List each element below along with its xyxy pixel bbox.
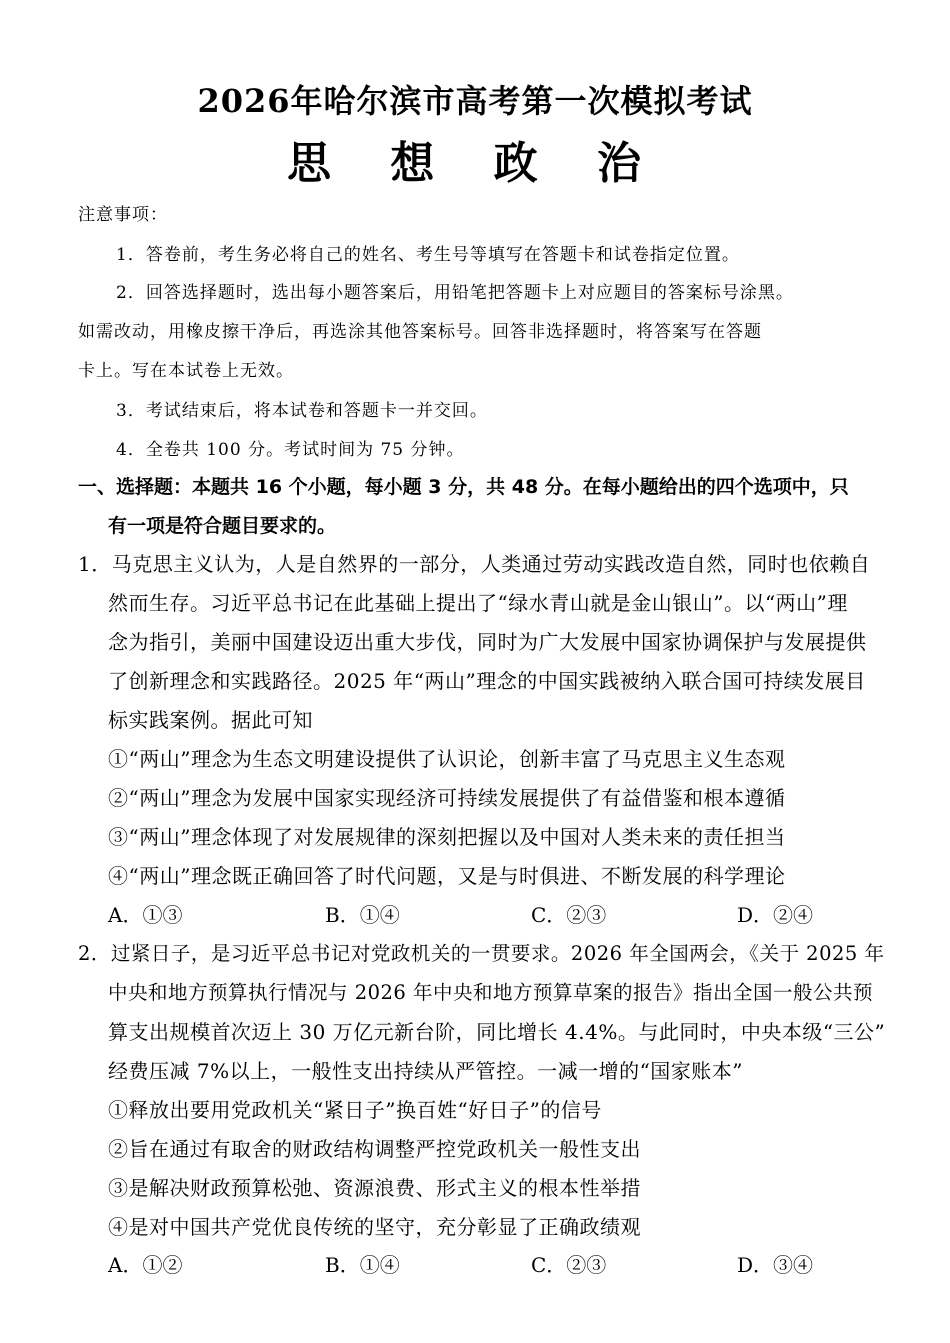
q1-statement-2: ②“两山”理念为发展中国家实现经济可持续发展提供了有益借鉴和根本遵循 bbox=[108, 786, 786, 810]
note-item-4: 4．全卷共 100 分。考试时间为 75 分钟。 bbox=[116, 440, 465, 460]
q2-option-d: D．③④ bbox=[737, 1253, 814, 1277]
section-heading-line-2: 有一项是符合题目要求的。 bbox=[108, 515, 337, 537]
q1-statement-4: ④“两山”理念既正确回答了时代问题，又是与时俱进、不断发展的科学理论 bbox=[108, 864, 786, 888]
q1-stem-line-5: 标实践案例。据此可知 bbox=[108, 708, 313, 732]
q1-option-c: C．②③ bbox=[531, 903, 607, 927]
q2-statement-3: ③是解决财政预算松弛、资源浪费、形式主义的根本性举措 bbox=[108, 1176, 641, 1200]
q2-statement-1: ①释放出要用党政机关“紧日子”换百姓“好日子”的信号 bbox=[108, 1098, 602, 1122]
q2-stem-line-1: 2．过紧日子，是习近平总书记对党政机关的一贯要求。2026 年全国两会，《关于 2025 年 bbox=[78, 942, 885, 965]
note-item-1: 1．答卷前，考生务必将自己的姓名、考生号等填写在答题卡和试卷指定位置。 bbox=[116, 245, 740, 265]
q2-stem-line-4: 经费压减 7%以上，一般性支出持续从严管控。一减一增的“国家账本” bbox=[108, 1059, 744, 1083]
exam-title: 2026年哈尔滨市高考第一次模拟考试 bbox=[197, 82, 753, 120]
q1-option-b: B．①④ bbox=[325, 903, 400, 927]
q2-option-a: A．①② bbox=[108, 1253, 183, 1277]
q2-stem-line-3: 算支出规模首次迈上 30 万亿元新台阶，同比增长 4.4%。与此同时，中央本级“三公” bbox=[108, 1020, 886, 1044]
q2-statement-2: ②旨在通过有取舍的财政结构调整严控党政机关一般性支出 bbox=[108, 1137, 641, 1161]
q1-stem-line-4: 了创新理念和实践路径。2025 年“两山”理念的中国实践被纳入联合国可持续发展目 bbox=[108, 669, 866, 693]
q2-option-c: C．②③ bbox=[531, 1253, 607, 1277]
q2-option-b: B．①④ bbox=[325, 1253, 400, 1277]
note-item-2-line-1: 2．回答选择题时，选出每小题答案后，用铅笔把答题卡上对应题目的答案标号涂黑。 bbox=[116, 283, 794, 303]
q1-stem-line-1: 1．马克思主义认为，人是自然界的一部分，人类通过劳动实践改造自然，同时也依赖自 bbox=[78, 552, 871, 576]
q1-option-a: A．①③ bbox=[108, 903, 183, 927]
q1-stem-line-2: 然而生存。习近平总书记在此基础上提出了“绿水青山就是金山银山”。以“两山”理 bbox=[108, 591, 848, 615]
subject-title: 思 想 政 治 bbox=[287, 138, 663, 189]
q2-stem-line-2: 中央和地方预算执行情况与 2026 年中央和地方预算草案的报告》指出全国一般公共预 bbox=[108, 981, 874, 1004]
q1-option-d: D．②④ bbox=[737, 903, 814, 927]
section-heading-line-1: 一、选择题：本题共 16 个小题，每小题 3 分，共 48 分。在每小题给出的四个选项中，只 bbox=[78, 476, 849, 498]
note-item-2-line-2: 如需改动，用橡皮擦干净后，再选涂其他答案标号。回答非选择题时，将答案写在答题 bbox=[78, 322, 762, 342]
note-item-3: 3．考试结束后，将本试卷和答题卡一并交回。 bbox=[116, 401, 488, 421]
note-item-2-line-3: 卡上。写在本试卷上无效。 bbox=[78, 361, 294, 381]
q2-statement-4: ④是对中国共产党优良传统的坚守，充分彰显了正确政绩观 bbox=[108, 1215, 641, 1239]
q1-statement-1: ①“两山”理念为生态文明建设提供了认识论，创新丰富了马克思主义生态观 bbox=[108, 747, 786, 771]
q1-statement-3: ③“两山”理念体现了对发展规律的深刻把握以及中国对人类未来的责任担当 bbox=[108, 825, 786, 849]
notes-heading: 注意事项： bbox=[78, 205, 168, 225]
q1-stem-line-3: 念为指引，美丽中国建设迈出重大步伐，同时为广大发展中国家协调保护与发展提供 bbox=[108, 630, 867, 654]
